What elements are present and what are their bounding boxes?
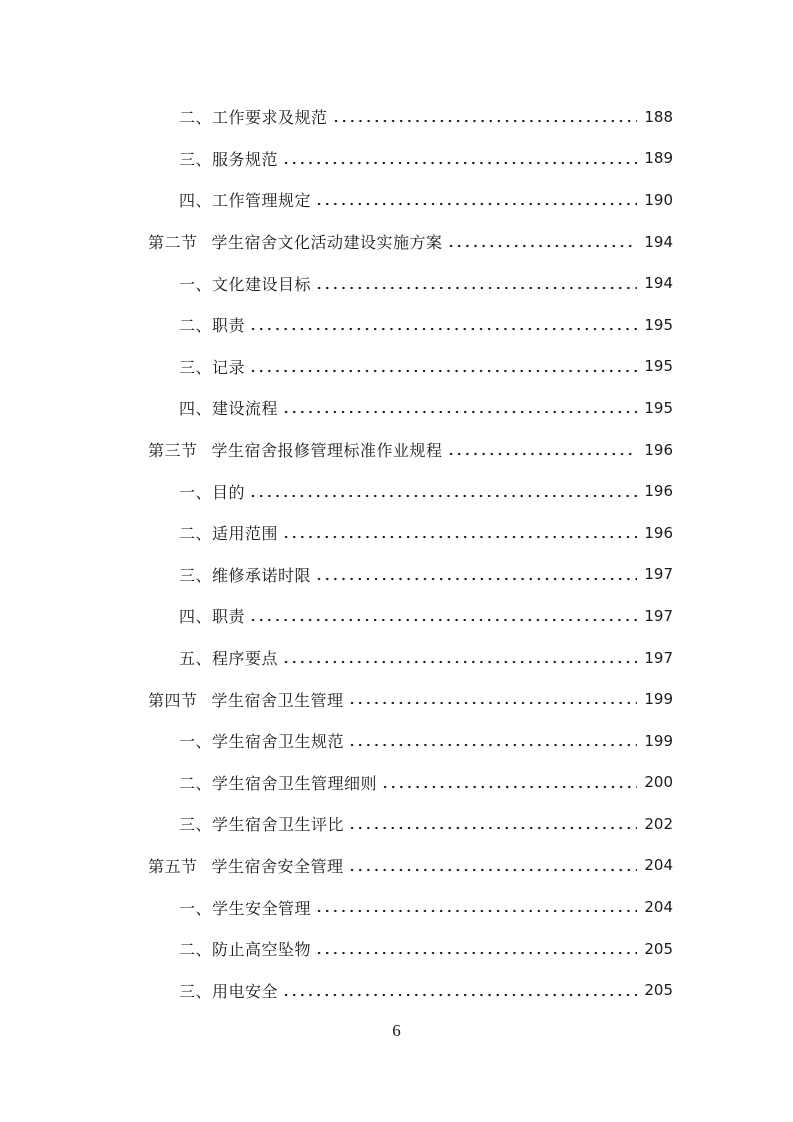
toc-page-number: 205: [644, 981, 673, 1000]
dot-leader: [447, 235, 637, 251]
toc-section-heading: 学生宿舍卫生管理: [211, 690, 344, 710]
toc-entry-build-process[interactable]: [0, 387, 793, 429]
dot-leader: [249, 359, 637, 375]
toc-section-heading: 学生宿舍文化活动建设实施方案: [211, 233, 443, 253]
toc-page-number: 194: [644, 232, 673, 251]
toc-entry-title: 一、学生宿舍卫生规范: [179, 732, 345, 752]
toc-page-number: 205: [644, 939, 673, 958]
toc-section-number: 第五节: [148, 856, 198, 876]
toc-section-4[interactable]: [0, 678, 793, 720]
dot-leader: [381, 775, 637, 791]
toc-entry-title: 三、用电安全: [179, 981, 279, 1001]
dot-leader: [315, 942, 637, 958]
toc-page-number: 188: [644, 107, 673, 126]
dot-leader: [282, 651, 637, 667]
toc-section-number: 第二节: [148, 233, 198, 253]
dot-leader: [282, 526, 637, 542]
dot-leader: [282, 401, 637, 417]
toc-entry-title: 五、程序要点: [179, 649, 279, 669]
toc-page-number: 194: [644, 274, 673, 293]
toc-entry-title: 四、职责: [179, 607, 246, 627]
dot-leader: [348, 858, 637, 874]
table-of-contents: [0, 96, 793, 1011]
toc-page-number: 195: [644, 357, 673, 376]
dot-leader: [348, 692, 637, 708]
toc-entry-duties[interactable]: [0, 304, 793, 346]
toc-entry-records[interactable]: [0, 346, 793, 388]
toc-entry-falling-objects[interactable]: [0, 928, 793, 970]
toc-section-number: 第四节: [148, 690, 198, 710]
dot-leader: [282, 983, 637, 999]
toc-entry-hygiene-standards[interactable]: [0, 720, 793, 762]
toc-section-heading: 学生宿舍报修管理标准作业规程: [211, 441, 443, 461]
toc-page-number: 195: [644, 398, 673, 417]
dot-leader: [447, 443, 637, 459]
toc-page-number: 197: [644, 648, 673, 667]
toc-entry-purpose[interactable]: [0, 470, 793, 512]
toc-section-title: [148, 688, 344, 711]
toc-section-3[interactable]: [0, 429, 793, 471]
toc-section-title: [148, 438, 443, 461]
toc-entry-culture-goals[interactable]: [0, 262, 793, 304]
toc-entry-repair-time-limit[interactable]: [0, 554, 793, 596]
toc-entry-responsibilities[interactable]: [0, 595, 793, 637]
dot-leader: [332, 110, 637, 126]
toc-entry-hygiene-rules[interactable]: [0, 762, 793, 804]
toc-page-number: 195: [644, 315, 673, 334]
dot-leader: [315, 276, 637, 292]
toc-page-number: 196: [644, 523, 673, 542]
toc-entry-service-standards[interactable]: [0, 138, 793, 180]
toc-section-number: 第三节: [148, 441, 198, 461]
toc-page-number: 200: [644, 773, 673, 792]
toc-entry-electrical-safety[interactable]: [0, 969, 793, 1011]
toc-entry-hygiene-evaluation[interactable]: [0, 803, 793, 845]
dot-leader: [249, 318, 637, 334]
toc-entry-title: 二、防止高空坠物: [179, 940, 312, 960]
dot-leader: [348, 734, 637, 750]
dot-leader: [348, 817, 637, 833]
dot-leader: [315, 193, 637, 209]
toc-section-heading: 学生宿舍安全管理: [211, 856, 344, 876]
toc-entry-title: 二、工作要求及规范: [179, 108, 328, 128]
dot-leader: [282, 151, 637, 167]
toc-section-5[interactable]: [0, 845, 793, 887]
toc-entry-title: 三、维修承诺时限: [179, 565, 312, 585]
toc-entry-title: 一、学生安全管理: [179, 898, 312, 918]
toc-page-number: 204: [644, 898, 673, 917]
toc-page-number: 199: [644, 690, 673, 709]
toc-entry-work-management-rules[interactable]: [0, 179, 793, 221]
toc-entry-title: 二、适用范围: [179, 524, 279, 544]
toc-page-number: 189: [644, 149, 673, 168]
toc-entry-title: 三、服务规范: [179, 149, 279, 169]
toc-entry-title: 二、学生宿舍卫生管理细则: [179, 773, 378, 793]
toc-entry-title: 四、工作管理规定: [179, 191, 312, 211]
toc-entry-title: 二、职责: [179, 316, 246, 336]
toc-entry-student-safety[interactable]: [0, 886, 793, 928]
toc-entry-procedure-points[interactable]: [0, 637, 793, 679]
page-number: 6: [392, 1021, 401, 1040]
toc-entry-title: 三、学生宿舍卫生评比: [179, 815, 345, 835]
toc-entry-title: 三、记录: [179, 357, 246, 377]
dot-leader: [315, 567, 637, 583]
toc-section-title: [148, 854, 344, 877]
toc-entry-scope[interactable]: [0, 512, 793, 554]
toc-entry-title: 一、目的: [179, 482, 246, 502]
toc-entry-work-requirements[interactable]: [0, 96, 793, 138]
toc-entry-title: 一、文化建设目标: [179, 274, 312, 294]
toc-page-number: 196: [644, 482, 673, 501]
toc-page-number: 197: [644, 606, 673, 625]
dot-leader: [249, 484, 637, 500]
toc-section-title: [148, 230, 443, 253]
toc-page-number: 202: [644, 814, 673, 833]
toc-page-number: 196: [644, 440, 673, 459]
toc-page-number: 190: [644, 190, 673, 209]
toc-page-number: 197: [644, 565, 673, 584]
toc-entry-title: 四、建设流程: [179, 399, 279, 419]
toc-page-number: 204: [644, 856, 673, 875]
dot-leader: [315, 900, 637, 916]
toc-section-2[interactable]: [0, 221, 793, 263]
toc-page-number: 199: [644, 731, 673, 750]
dot-leader: [249, 609, 637, 625]
